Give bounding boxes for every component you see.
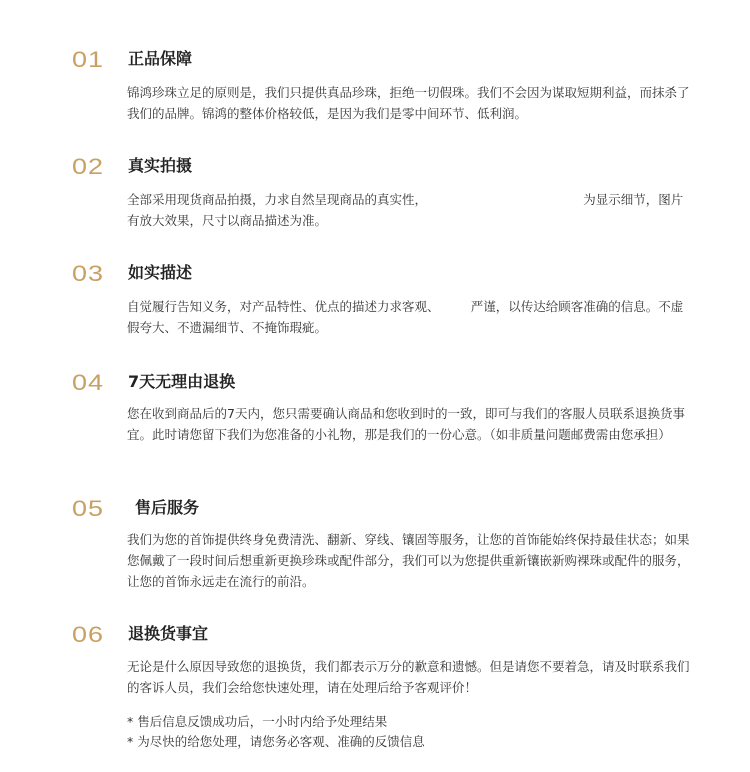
section-number: 01: [72, 47, 105, 72]
section-body: [127, 529, 692, 592]
section-text: 我们为您的首饰提供终身免费清洗、翻新、穿线、镶固等服务，让您的首饰能始终保持最佳状态；如果您佩戴了一段时间后想重新更换珍珠或配件部分，我们可以为您提供重新镶嵌新购裸珠或配件的服务，让您的首饰永远走在流行的前沿。: [127, 532, 690, 589]
section-body: [127, 189, 692, 231]
section-text: 锦鸿珍珠立足的原则是，我们只提供真品珍珠，拒绝一切假珠。我们不会因为谋取短期利益，而抹杀了我们的品牌。锦鸿的整体价格较低，是因为我们是零中间环节、低利润。: [127, 85, 690, 121]
section-body: [127, 403, 692, 445]
section-text: 您在收到商品后的7天内，您只需要确认商品和您收到时的一致，即可与我们的客服人员联系退换货事宜。此时请您留下我们为您准备的小礼物，那是我们的一份心意。（如非质量问题邮费需由您承担）: [127, 406, 685, 442]
section-title: 真实拍摄: [128, 156, 193, 175]
section-text: 全部采用现货商品拍摄，力求自然呈现商品的真实性， 为显示细节，图片有放大效果，尺寸以商品描述为准。: [127, 192, 684, 228]
section-title: 退换货事宜: [128, 624, 209, 643]
section-number: 05: [72, 496, 105, 521]
section-text: 无论是什么原因导致您的退换货，我们都表示万分的歉意和遗憾。但是请您不要着急，请及时联系我们的客诉人员，我们会给您快速处理，请在处理后给予客观评价！: [127, 659, 690, 695]
section-number: 02: [72, 154, 105, 179]
section-number: 06: [72, 622, 105, 647]
section-body: [127, 296, 692, 338]
section-number: 04: [72, 370, 105, 395]
section-title: 正品保障: [128, 49, 193, 68]
section-number: 03: [72, 261, 105, 286]
section-title: 7天无理由退换: [128, 372, 236, 391]
section-body: [127, 82, 692, 124]
section-title: 售后服务: [135, 498, 200, 517]
section-text: 自觉履行告知义务，对产品特性、优点的描述力求客观、 严谨，以传达给顾客准确的信息。不虚假夸大、不遗漏细节、不掩饰瑕疵。: [127, 299, 684, 335]
section-title: 如实描述: [128, 263, 193, 282]
note-item: * 售后信息反馈成功后，一小时内给予处理结果: [127, 714, 388, 729]
section-body: [127, 656, 692, 698]
notes-list: [127, 712, 692, 752]
note-item: * 为尽快的给您处理，请您务必客观、准确的反馈信息: [127, 734, 425, 749]
